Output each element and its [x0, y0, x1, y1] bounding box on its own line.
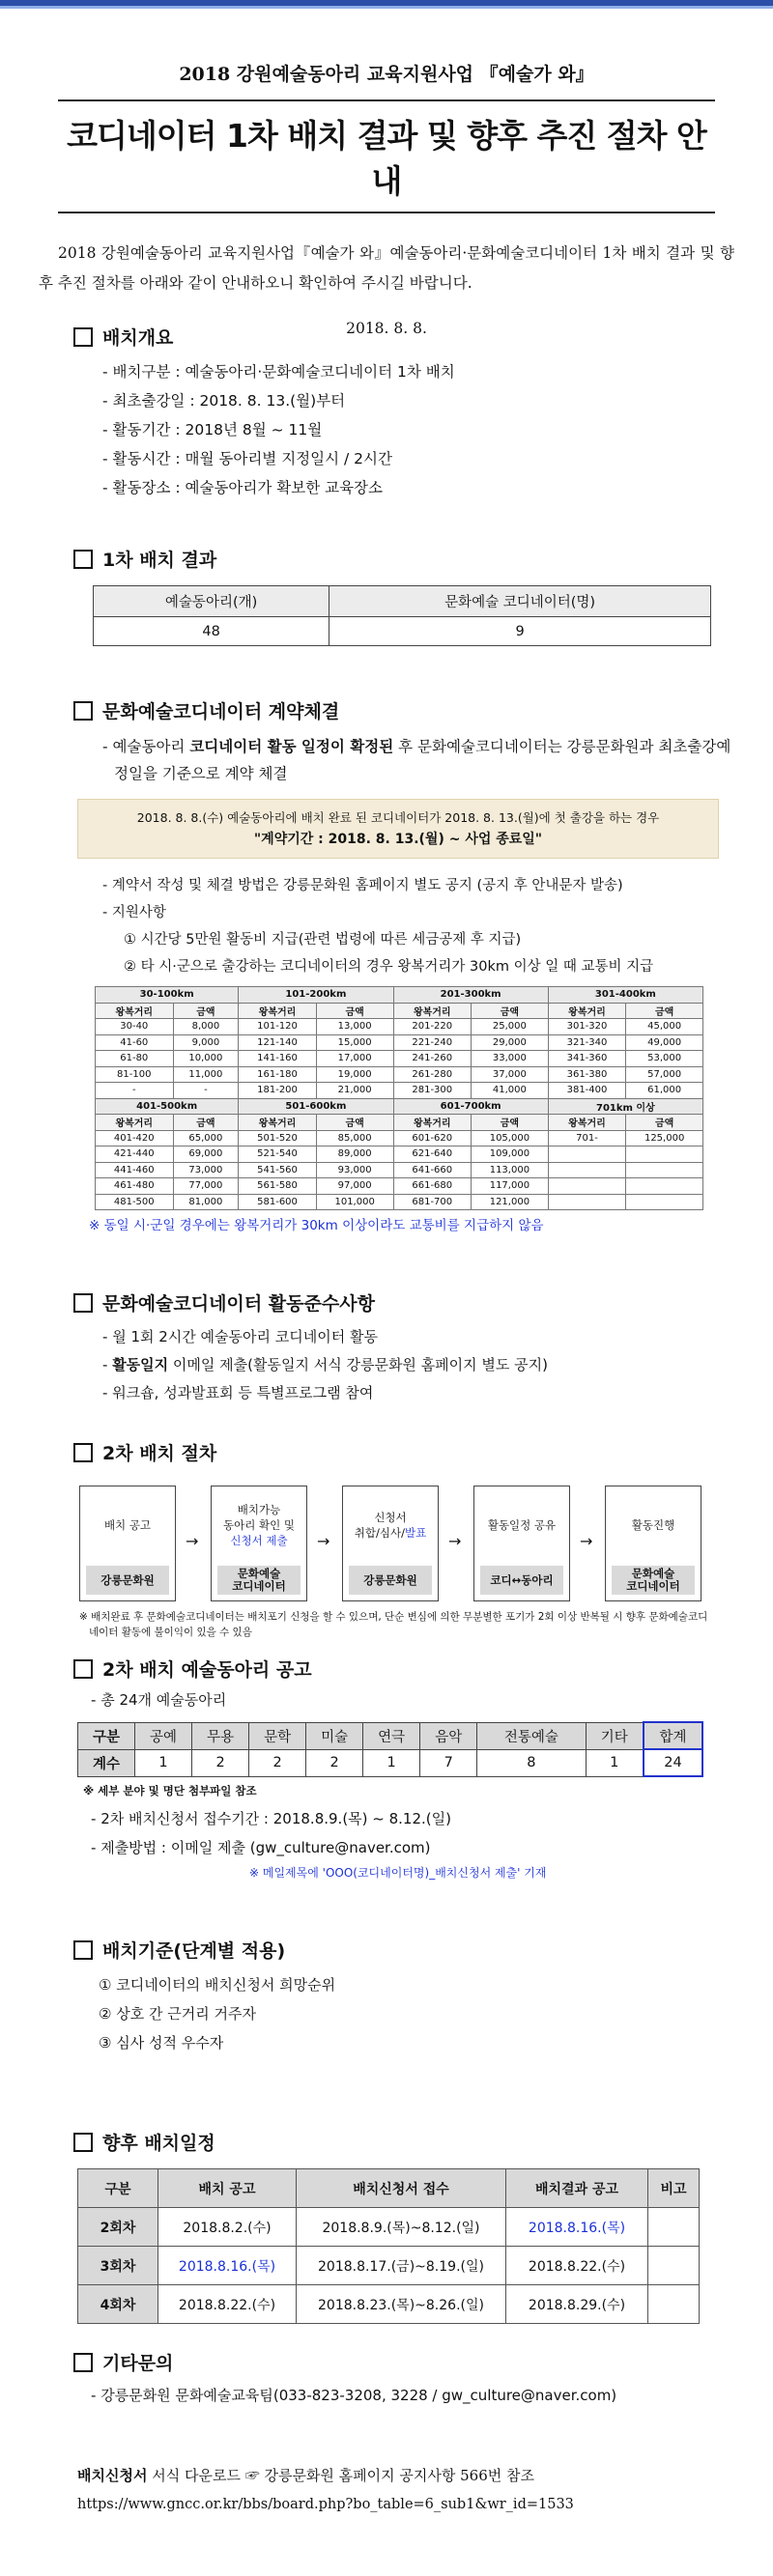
- distance-column-header: 금액: [626, 1003, 703, 1019]
- distance-column-header: 금액: [316, 1003, 393, 1019]
- distance-column-header: 왕복거리: [393, 1115, 472, 1131]
- list-item: - 최초출강일 : 2018. 8. 13.(월)부터: [102, 386, 773, 415]
- table-row: [96, 1051, 703, 1067]
- section-club-notice: [0, 1656, 773, 1881]
- distance-group-header: 201-300km: [393, 987, 548, 1004]
- distance-group-header: 501-600km: [239, 1098, 393, 1115]
- section-title: 1차 배치 결과: [102, 550, 217, 571]
- distance-column-header: 금액: [173, 1115, 239, 1131]
- table-cell: 69,000: [173, 1146, 239, 1163]
- contract-item-1: - 예술동아리 코디네이터 활동 일정이 확정된 후 문화예술코디네이터는 강릉문화원과 최초출강예정일을 기준으로 계약 체결: [102, 738, 731, 782]
- page-title: 코디네이터 1차 배치 결과 및 향후 추진 절차 안내: [58, 99, 715, 213]
- arrow-icon: →: [317, 1532, 330, 1550]
- table-cell: 2: [192, 1749, 249, 1776]
- table-cell: -: [96, 1083, 174, 1099]
- table-header: 공예: [135, 1722, 192, 1749]
- table-cell: 125,000: [626, 1130, 703, 1146]
- table-cell: 581-600: [239, 1194, 317, 1210]
- table-cell: 621-640: [393, 1146, 472, 1163]
- support-item: ② 타 시·군으로 출강하는 코디네이터의 경우 왕복거리가 30km 이상 일 때 교통비 지급: [124, 959, 654, 975]
- table-cell: 25,000: [472, 1019, 549, 1035]
- table-row: [96, 1019, 703, 1035]
- table-cell: 361-380: [548, 1066, 626, 1083]
- table-cell: 1: [135, 1749, 192, 1776]
- distance-column-header: 금액: [472, 1003, 549, 1019]
- square-icon: [73, 1940, 93, 1960]
- table-cell: 121-140: [239, 1034, 317, 1051]
- square-icon: [73, 327, 93, 347]
- table-cell: 8,000: [173, 1019, 239, 1035]
- table-cell: 221-240: [393, 1034, 472, 1051]
- table-cell: [548, 1146, 626, 1163]
- table-cell: 321-340: [548, 1034, 626, 1051]
- square-icon: [73, 701, 93, 721]
- result-table: [93, 585, 711, 646]
- section-title: 2차 배치 예술동아리 공고: [102, 1659, 312, 1681]
- table-header: 배치신청서 접수: [297, 2169, 506, 2208]
- table-header: 기타: [586, 1722, 644, 1749]
- table-cell: 401-420: [96, 1130, 174, 1146]
- table-cell: [548, 1194, 626, 1210]
- arrow-icon: →: [580, 1532, 593, 1550]
- distance-group-header: 301-400km: [548, 987, 702, 1004]
- distance-group-header: 601-700km: [393, 1098, 548, 1115]
- club-count-table: [77, 1721, 703, 1777]
- distance-group-header: 30-100km: [96, 987, 239, 1004]
- table-cell: 121,000: [472, 1194, 549, 1210]
- table-cell: 541-560: [239, 1162, 317, 1178]
- section-title: 문화예술코디네이터 활동준수사항: [102, 1293, 375, 1315]
- table-cell: 21,000: [316, 1083, 393, 1099]
- section-rules: [0, 1289, 773, 1407]
- table-cell: 11,000: [173, 1066, 239, 1083]
- distance-column-header: 금액: [626, 1115, 703, 1131]
- table-cell: 19,000: [316, 1066, 393, 1083]
- table-cell: [548, 1178, 626, 1195]
- table-cell: 201-220: [393, 1019, 472, 1035]
- table-header: 음악: [420, 1722, 477, 1749]
- contact-info: - 강릉문화원 문화예술교육팀(033-823-3208, 3228 / gw_culture@naver.com): [91, 2387, 617, 2404]
- list-item: ② 상호 간 근거리 거주자: [99, 2005, 256, 2023]
- step-box: 배치가능 동아리 확인 및 신청서 제출 문화예술 코디네이터: [211, 1486, 307, 1601]
- table-cell: 9: [329, 617, 711, 646]
- table-cell: 481-500: [96, 1194, 174, 1210]
- table-row: [96, 1083, 703, 1099]
- table-cell: [626, 1162, 703, 1178]
- table-cell: 341-360: [548, 1051, 626, 1067]
- distance-group-header: 401-500km: [96, 1098, 239, 1115]
- table-header: 문화예술 코디네이터(명): [329, 586, 711, 617]
- table-cell: 15,000: [316, 1034, 393, 1051]
- section-first-result: [0, 546, 773, 646]
- table-cell: 93,000: [316, 1162, 393, 1178]
- distance-column-header: 왕복거리: [96, 1115, 174, 1131]
- table-cell: [626, 1146, 703, 1163]
- table-cell: 53,000: [626, 1051, 703, 1067]
- table-header: 배치 공고: [158, 2169, 297, 2208]
- section-schedule: [0, 2129, 773, 2324]
- table-cell: 521-540: [239, 1146, 317, 1163]
- table-header: 구분: [78, 1722, 135, 1749]
- transport-note: ※ 동일 시·군일 경우에는 왕복거리가 30km 이상이라도 교통비를 지급하지 않음: [89, 1218, 544, 1233]
- table-header: 비고: [648, 2169, 700, 2208]
- table-cell: 7: [420, 1749, 477, 1776]
- distance-column-header: 금액: [173, 1003, 239, 1019]
- table-cell: 701-: [548, 1130, 626, 1146]
- table-cell: 681-700: [393, 1194, 472, 1210]
- table-cell: 85,000: [316, 1130, 393, 1146]
- table-cell: 1: [586, 1749, 644, 1776]
- table-header: 문학: [249, 1722, 306, 1749]
- section-title: 기타문의: [102, 2353, 174, 2374]
- table-cell: 141-160: [239, 1051, 317, 1067]
- table-cell: 24: [644, 1749, 702, 1776]
- footer: [77, 2461, 754, 2519]
- step-box: 신청서 취합/심사/발표 강릉문화원: [342, 1486, 439, 1601]
- contract-item-3: - 지원사항: [102, 905, 166, 920]
- table-cell: 109,000: [472, 1146, 549, 1163]
- table-cell: 181-200: [239, 1083, 317, 1099]
- table-cell: 101,000: [316, 1194, 393, 1210]
- table-cell: 501-520: [239, 1130, 317, 1146]
- table-header: 연극: [363, 1722, 420, 1749]
- contract-example-box: 2018. 8. 8.(수) 예술동아리에 배치 완료 된 코디네이터가 2018. 8. 13.(월)에 첫 출강을 하는 경우 "계약기간 : 2018. 8. 13.(월) ~ 사업 종료일": [77, 799, 719, 859]
- attach-note: ※ 세부 분야 및 명단 첨부파일 참조: [83, 1784, 257, 1798]
- table-header: 합계: [644, 1722, 702, 1749]
- list-item: - 제출방법 : 이메일 제출 (gw_culture@naver.com): [91, 1839, 431, 1856]
- distance-column-header: 금액: [316, 1115, 393, 1131]
- section-overview: [0, 324, 773, 502]
- table-cell: 89,000: [316, 1146, 393, 1163]
- distance-group-header: 701km 이상: [548, 1098, 702, 1115]
- mail-subject-note: ※ 메일제목에 'OOO(코디네이터명)_배치신청서 제출' 기재: [249, 1866, 547, 1880]
- table-cell: 461-480: [96, 1178, 174, 1195]
- distance-column-header: 왕복거리: [548, 1115, 626, 1131]
- table-cell: 45,000: [626, 1019, 703, 1035]
- intro-text: 2018 강원예술동아리 교육지원사업『예술가 와』예술동아리·문화예술코디네이터 1차 배치 결과 및 향후 추진 절차를 아래와 같이 안내하오니 확인하여 주시길 바랍니다.: [39, 244, 734, 292]
- list-item: ③ 심사 성적 우수자: [99, 2034, 224, 2052]
- contract-item-2: - 계약서 작성 및 체결 방법은 강릉문화원 홈페이지 별도 공지 (공지 후 안내문자 발송): [102, 878, 623, 893]
- table-header: 전통예술: [477, 1722, 586, 1749]
- step-box: 활동일정 공유 코디↔동아리: [473, 1486, 570, 1601]
- download-guide: 배치신청서 서식 다운로드 ☞ 강릉문화원 홈페이지 공지사항 566번 참조: [77, 2467, 535, 2484]
- table-cell: [548, 1162, 626, 1178]
- list-item: - 활동일지 이메일 제출(활동일지 서식 강릉문화원 홈페이지 별도 공지): [102, 1356, 548, 1373]
- distance-column-header: 왕복거리: [548, 1003, 626, 1019]
- square-icon: [73, 1293, 93, 1313]
- table-cell: 73,000: [173, 1162, 239, 1178]
- square-icon: [73, 1443, 93, 1462]
- section-procedure: [0, 1439, 773, 1642]
- header: [0, 0, 773, 337]
- distance-column-header: 왕복거리: [239, 1115, 317, 1131]
- table-cell: 10,000: [173, 1051, 239, 1067]
- table-row: [96, 1162, 703, 1178]
- table-cell: 49,000: [626, 1034, 703, 1051]
- table-header: 구분: [78, 2169, 158, 2208]
- table-header: 무용: [192, 1722, 249, 1749]
- table-row: [96, 1178, 703, 1195]
- table-cell: 441-460: [96, 1162, 174, 1178]
- list-item: - 활동기간 : 2018년 8월 ~ 11월: [102, 415, 773, 444]
- support-item: ① 시간당 5만원 활동비 지급(관련 법령에 따른 세금공제 후 지급): [124, 932, 522, 948]
- table-cell: 101-120: [239, 1019, 317, 1035]
- table-cell: 561-580: [239, 1178, 317, 1195]
- step-box: 배치 공고 강릉문화원: [79, 1486, 176, 1601]
- table-cell: 65,000: [173, 1130, 239, 1146]
- procedure-note: ※ 배치완료 후 문화예술코디네이터는 배치포기 신청을 할 수 있으며, 단순 변심에 의한 무분별한 포기가 2회 이상 반복될 시 향후 문화예술코디네이터 활동에 불이익이 있을 수 있음: [79, 1611, 708, 1638]
- table-cell: 281-300: [393, 1083, 472, 1099]
- section-contract: [0, 697, 773, 1233]
- table-row: [96, 1034, 703, 1051]
- table-cell: 661-680: [393, 1178, 472, 1195]
- table-header: 예술동아리(개): [94, 586, 329, 617]
- square-icon: [73, 1659, 93, 1679]
- table-header: 배치결과 공고: [506, 2169, 648, 2208]
- table-cell: 계수: [78, 1749, 135, 1776]
- schedule-table: [77, 2168, 700, 2324]
- table-cell: 9,000: [173, 1034, 239, 1051]
- list-item: ① 코디네이터의 배치신청서 희망순위: [99, 1976, 336, 1994]
- table-cell: 301-320: [548, 1019, 626, 1035]
- table-cell: 41,000: [472, 1083, 549, 1099]
- square-icon: [73, 2353, 93, 2372]
- list-item: - 워크숍, 성과발표회 등 특별프로그램 참여: [102, 1384, 374, 1401]
- table-row: [96, 1194, 703, 1210]
- table-cell: [626, 1178, 703, 1195]
- list-item: - 활동시간 : 매월 동아리별 지정일시 / 2시간: [102, 444, 773, 473]
- table-cell: 77,000: [173, 1178, 239, 1195]
- download-link[interactable]: https://www.gncc.or.kr/bbs/board.php?bo_table=6_sub1&wr_id=1533: [77, 2497, 574, 2512]
- list-item: - 활동장소 : 예술동아리가 확보한 교육장소: [102, 473, 773, 502]
- table-cell: 601-620: [393, 1130, 472, 1146]
- table-cell: 97,000: [316, 1178, 393, 1195]
- table-cell: 57,000: [626, 1066, 703, 1083]
- table-row: [96, 1146, 703, 1163]
- table-cell: 8: [477, 1749, 586, 1776]
- square-icon: [73, 2133, 93, 2152]
- table-cell: 41-60: [96, 1034, 174, 1051]
- list-item: - 2차 배치신청서 접수기간 : 2018.8.9.(목) ~ 8.12.(일): [91, 1810, 451, 1827]
- table-cell: 13,000: [316, 1019, 393, 1035]
- table-row: 4회차 2018.8.22.(수) 2018.8.23.(목)~8.26.(일) 2018.8.29.(수): [78, 2285, 700, 2324]
- table-cell: 81,000: [173, 1194, 239, 1210]
- table-row: [96, 1066, 703, 1083]
- distance-group-header: 101-200km: [239, 987, 393, 1004]
- table-cell: 81-100: [96, 1066, 174, 1083]
- table-cell: 161-180: [239, 1066, 317, 1083]
- distance-column-header: 금액: [472, 1115, 549, 1131]
- table-header: 미술: [306, 1722, 363, 1749]
- table-cell: 241-260: [393, 1051, 472, 1067]
- table-cell: 61,000: [626, 1083, 703, 1099]
- arrow-icon: →: [448, 1532, 462, 1550]
- table-cell: 33,000: [472, 1051, 549, 1067]
- section-criteria: [0, 1937, 773, 2057]
- table-row: 2회차 2018.8.2.(수) 2018.8.9.(목)~8.12.(일) 2018.8.16.(목): [78, 2208, 700, 2247]
- arrow-icon: →: [186, 1532, 199, 1550]
- table-cell: 30-40: [96, 1019, 174, 1035]
- distance-column-header: 왕복거리: [239, 1003, 317, 1019]
- document-date: 2018. 8. 8.: [346, 320, 427, 337]
- section-title: 배치개요: [102, 327, 174, 349]
- distance-column-header: 왕복거리: [393, 1003, 472, 1019]
- section-title: 향후 배치일정: [102, 2133, 215, 2154]
- table-cell: 105,000: [472, 1130, 549, 1146]
- table-cell: 113,000: [472, 1162, 549, 1178]
- table-cell: 37,000: [472, 1066, 549, 1083]
- table-cell: 1: [363, 1749, 420, 1776]
- list-item: - 월 1회 2시간 예술동아리 코디네이터 활동: [102, 1328, 378, 1345]
- section-title: 배치기준(단계별 적용): [102, 1940, 286, 1962]
- table-row: 3회차 2018.8.16.(목) 2018.8.17.(금)~8.19.(일) 2018.8.22.(수): [78, 2247, 700, 2285]
- table-cell: 117,000: [472, 1178, 549, 1195]
- section-title: 문화예술코디네이터 계약체결: [102, 701, 340, 722]
- table-cell: 48: [94, 617, 329, 646]
- total-clubs: - 총 24개 예술동아리: [91, 1691, 227, 1709]
- table-cell: -: [173, 1083, 239, 1099]
- table-cell: 641-660: [393, 1162, 472, 1178]
- distance-column-header: 왕복거리: [96, 1003, 174, 1019]
- table-cell: [626, 1194, 703, 1210]
- table-cell: 17,000: [316, 1051, 393, 1067]
- table-cell: 2: [249, 1749, 306, 1776]
- section-contact: [0, 2349, 773, 2405]
- table-cell: 261-280: [393, 1066, 472, 1083]
- table-row: [96, 1130, 703, 1146]
- list-item: - 배치구분 : 예술동아리·문화예술코디네이터 1차 배치: [102, 357, 773, 386]
- table-cell: 421-440: [96, 1146, 174, 1163]
- table-cell: 381-400: [548, 1083, 626, 1099]
- table-cell: 29,000: [472, 1034, 549, 1051]
- table-cell: 2: [306, 1749, 363, 1776]
- step-box: 활동진행 문화예술 코디네이터: [605, 1486, 701, 1601]
- square-icon: [73, 550, 93, 569]
- table-cell: 61-80: [96, 1051, 174, 1067]
- transport-fee-table: [95, 986, 703, 1210]
- section-title: 2차 배치 절차: [102, 1443, 217, 1464]
- page-subtitle: 2018 강원예술동아리 교육지원사업 『예술가 와』: [179, 64, 594, 85]
